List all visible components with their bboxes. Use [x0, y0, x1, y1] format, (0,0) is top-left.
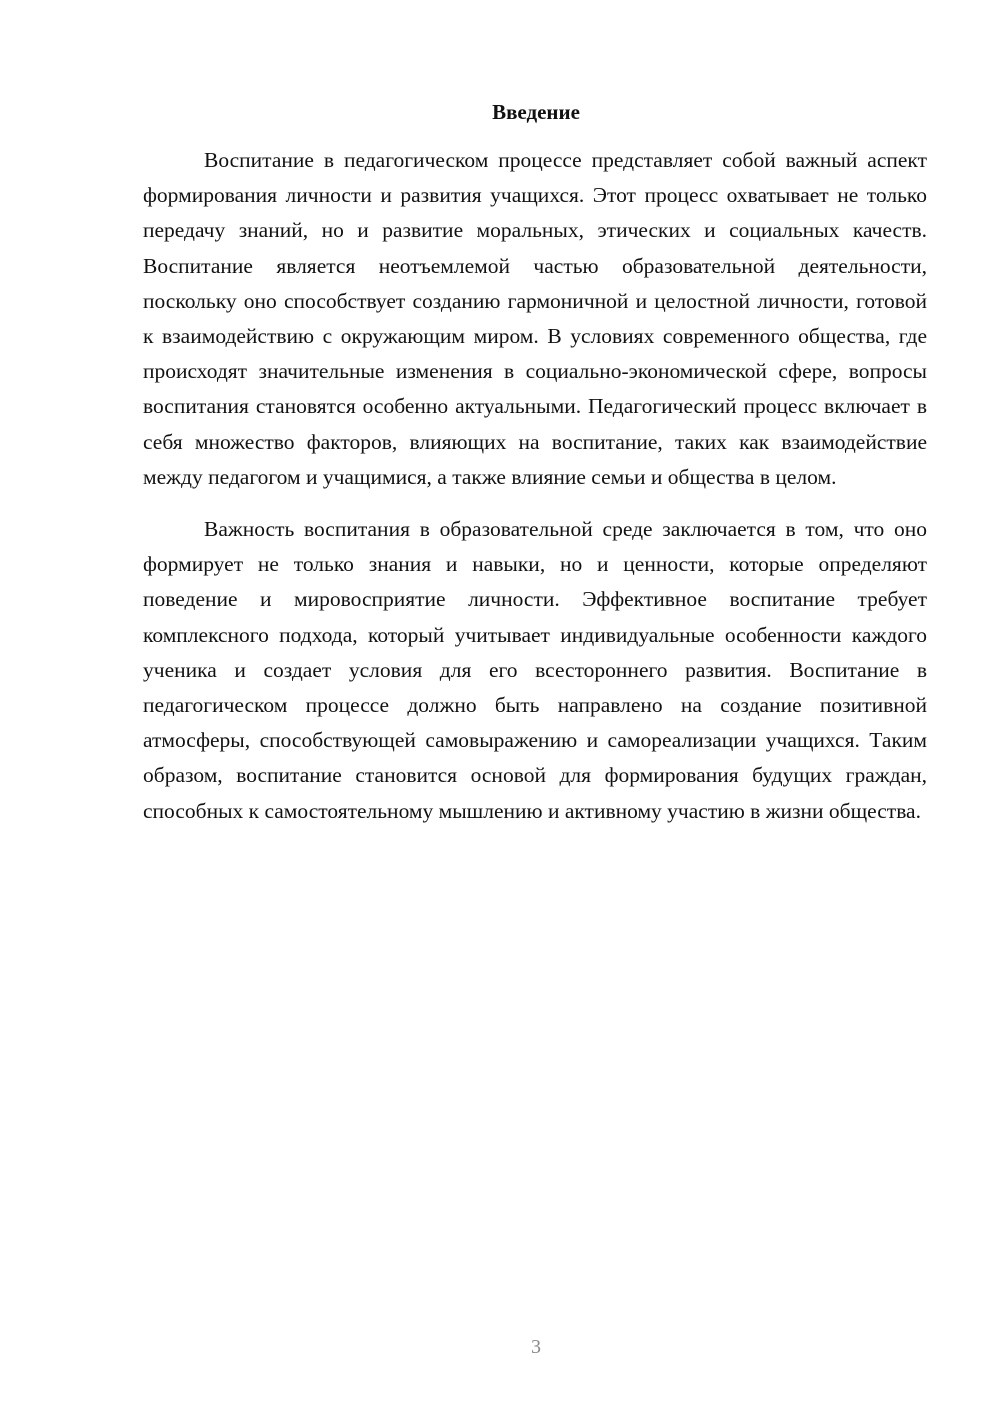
body-text: [143, 143, 927, 829]
paragraph-1: Воспитание в педагогическом процессе представляет собой важный аспект формирования личности и развития учащихся. Этот процесс охватывает не только передачу знаний, но и развитие моральных, этических и социальных качеств. Воспитание является неотъемлемой частью образовательной деятельности, поскольку оно способствует созданию гармоничной и целостной личности, готовой к взаимодействию с окружающим миром. В условиях современного общества, где происходят значительные изменения в социально-экономической сфере, вопросы воспитания становятся особенно актуальными. Педагогический процесс включает в себя множество факторов, влияющих на воспитание, таких как взаимодействие между педагогом и учащимися, а также влияние семьи и общества в целом.: [143, 148, 927, 489]
page-number: 3: [531, 1336, 541, 1358]
paragraph-2: Важность воспитания в образовательной среде заключается в том, что оно формирует не только знания и навыки, но и ценности, которые определяют поведение и мировосприятие личности. Эффективное воспитание требует комплексного подхода, который учитывает индивидуальные особенности каждого ученика и создает условия для его всестороннего развития. Воспитание в педагогическом процессе должно быть направлено на создание позитивной атмосферы, способствующей самовыражению и самореализации учащихся. Таким образом, воспитание становится основой для формирования будущих граждан, способных к самостоятельному мышлению и активному участию в жизни общества.: [143, 517, 927, 823]
section-title: Введение: [492, 100, 580, 124]
